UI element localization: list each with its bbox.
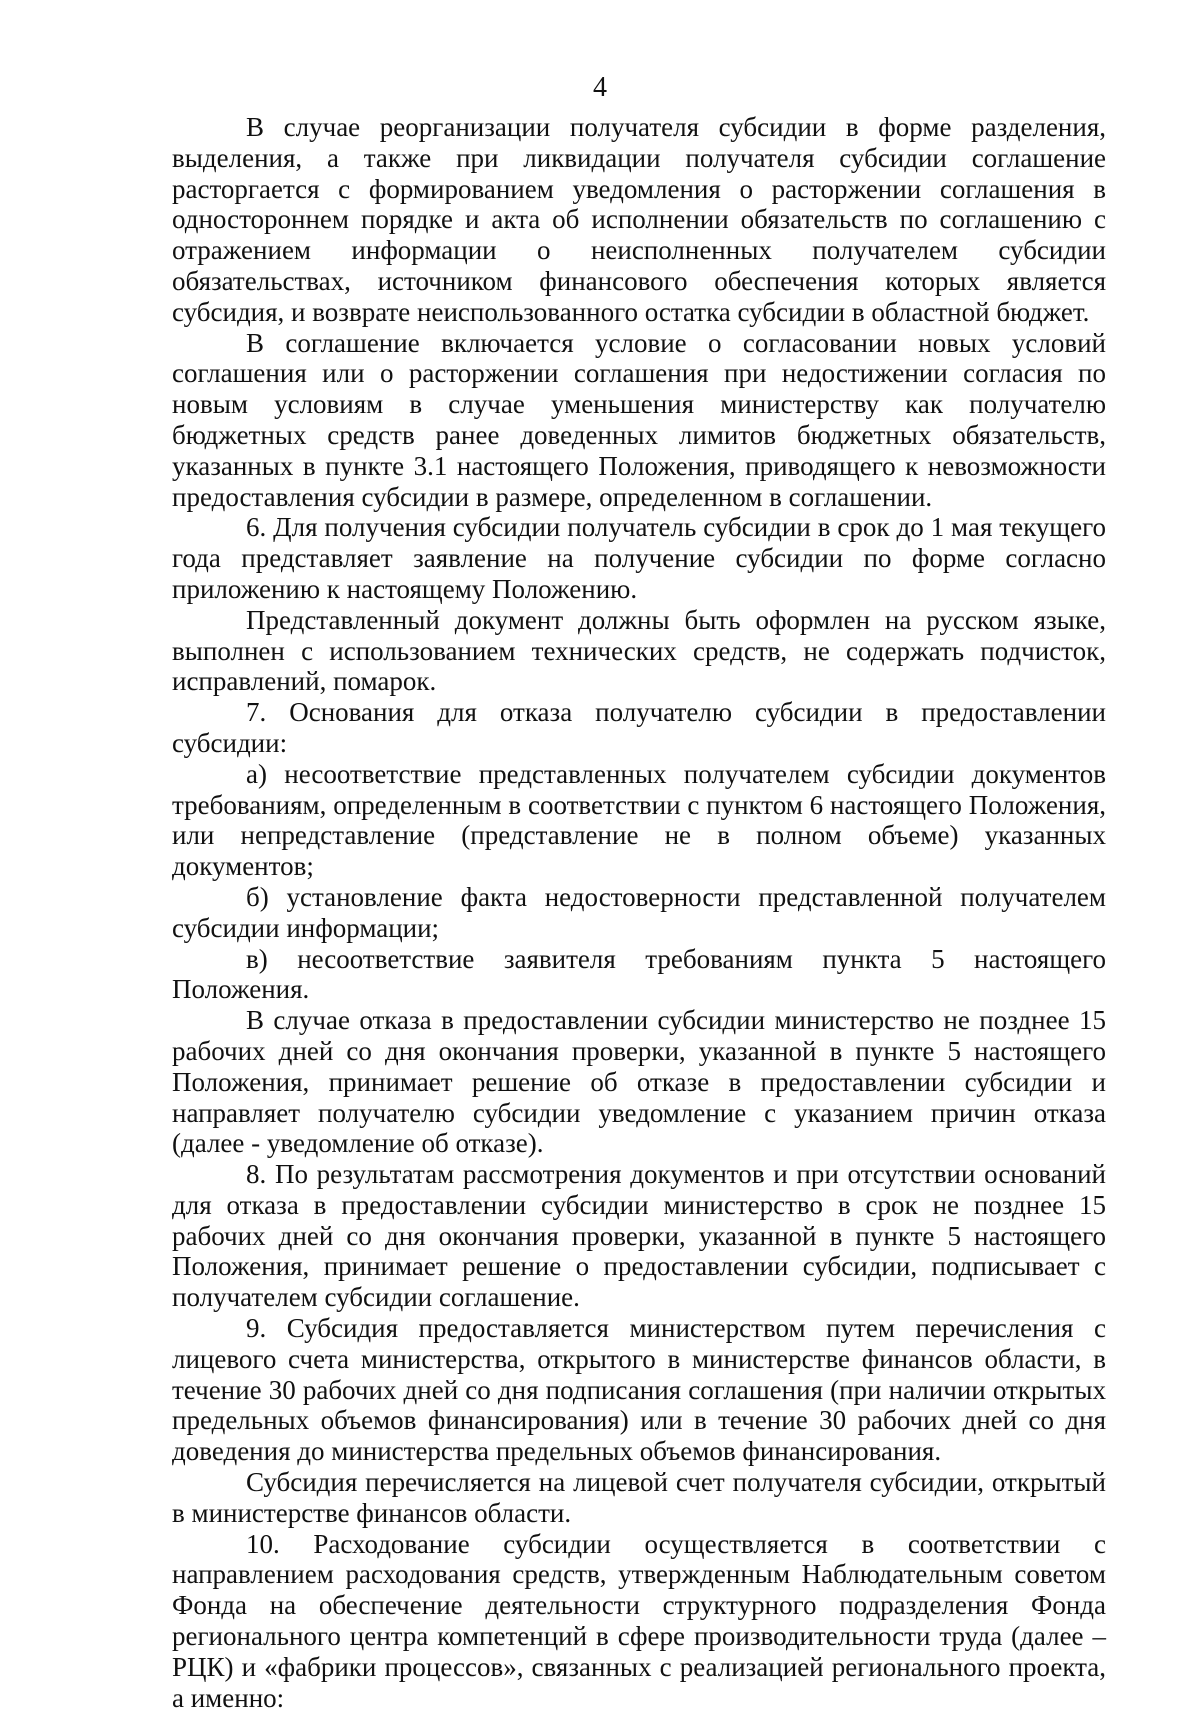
paragraph-reorganization: В случае реорганизации получателя субсидии в форме разделения, выделения, а также при ликвидации получателя субсидии соглашение расторгается с формированием уведомления о расторжении соглашения в одностороннем порядке и акта об исполнении обязательств по соглашению с отражением информации о неисполненных получателем субсидии обязательствах, источником финансового обеспечения которых является субсидия, и возврате неиспользованного остатка субсидии в областной бюджет. — [172, 112, 1106, 327]
paragraph-item-7: 7. Основания для отказа получателю субсидии в предоставлении субсидии: — [172, 697, 1106, 758]
paragraph-item-7a: а) несоответствие представленных получателем субсидии документов требованиям, определенным в соответствии с пунктом 6 настоящего Положения, или непредставление (представление не в полном объеме) указанных документов; — [172, 758, 1106, 882]
paragraph-item-7b: б) установление факта недостоверности представленной получателем субсидии информации; — [172, 881, 1106, 943]
paragraph-item-7v: в) несоответствие заявителя требованиям пункта 5 настоящего Положения. — [172, 943, 1106, 1005]
paragraph-transfer-account: Субсидия перечисляется на лицевой счет получателя субсидии, открытый в министерстве финансов области. — [172, 1467, 1106, 1528]
paragraph-agreement-conditions: В соглашение включается условие о согласовании новых условий соглашения или о расторжении соглашения при недостижении согласия по новым условиям в случае уменьшения министерству как получателю бюджетных средств ранее доведенных лимитов бюджетных обязательств, указанных в пункте 3.1 настоящего Положения, приводящего к невозможности предоставления субсидии в размере, определенном в соглашении. — [172, 327, 1106, 512]
paragraph-item-9: 9. Субсидия предоставляется министерством путем перечисления с лицевого счета министерства, открытого в министерстве финансов области, в течение 30 рабочих дней со дня подписания соглашения (при наличии открытых предельных объемов финансирования) или в течение 30 рабочих дней со дня доведения до министерства предельных объемов финансирования. — [172, 1313, 1106, 1467]
page-number: 4 — [593, 72, 607, 103]
paragraph-item-6: 6. Для получения субсидии получатель субсидии в срок до 1 мая текущего года представляет заявление на получение субсидии по форме согласно приложению к настоящему Положению. — [172, 512, 1106, 604]
document-body — [172, 112, 1106, 1713]
paragraph-item-8: 8. По результатам рассмотрения документов и при отсутствии оснований для отказа в предоставлении субсидии министерство в срок не позднее 15 рабочих дней со дня окончания проверки, указанной в пункте 5 настоящего Положения, принимает решение о предоставлении субсидии, подписывает с получателем субсидии соглашение. — [172, 1159, 1106, 1313]
paragraph-item-10: 10. Расходование субсидии осуществляется в соответствии с направлением расходования средств, утвержденным Наблюдательным советом Фонда на обеспечение деятельности структурного подразделения Фонда регионального центра компетенций в сфере производительности труда (далее – РЦК) и «фабрики процессов», связанных с реализацией регионального проекта, а именно: — [172, 1528, 1106, 1713]
paragraph-document-requirements: Представленный документ должны быть оформлен на русском языке, выполнен с использованием технических средств, не содержать подчисток, исправлений, помарок. — [172, 604, 1106, 697]
paragraph-refusal-case: В случае отказа в предоставлении субсидии министерство не позднее 15 рабочих дней со дня окончания проверки, указанной в пункте 5 настоящего Положения, принимает решение об отказе в предоставлении субсидии и направляет получателю субсидии уведомление с указанием причин отказа (далее - уведомление об отказе). — [172, 1005, 1106, 1159]
